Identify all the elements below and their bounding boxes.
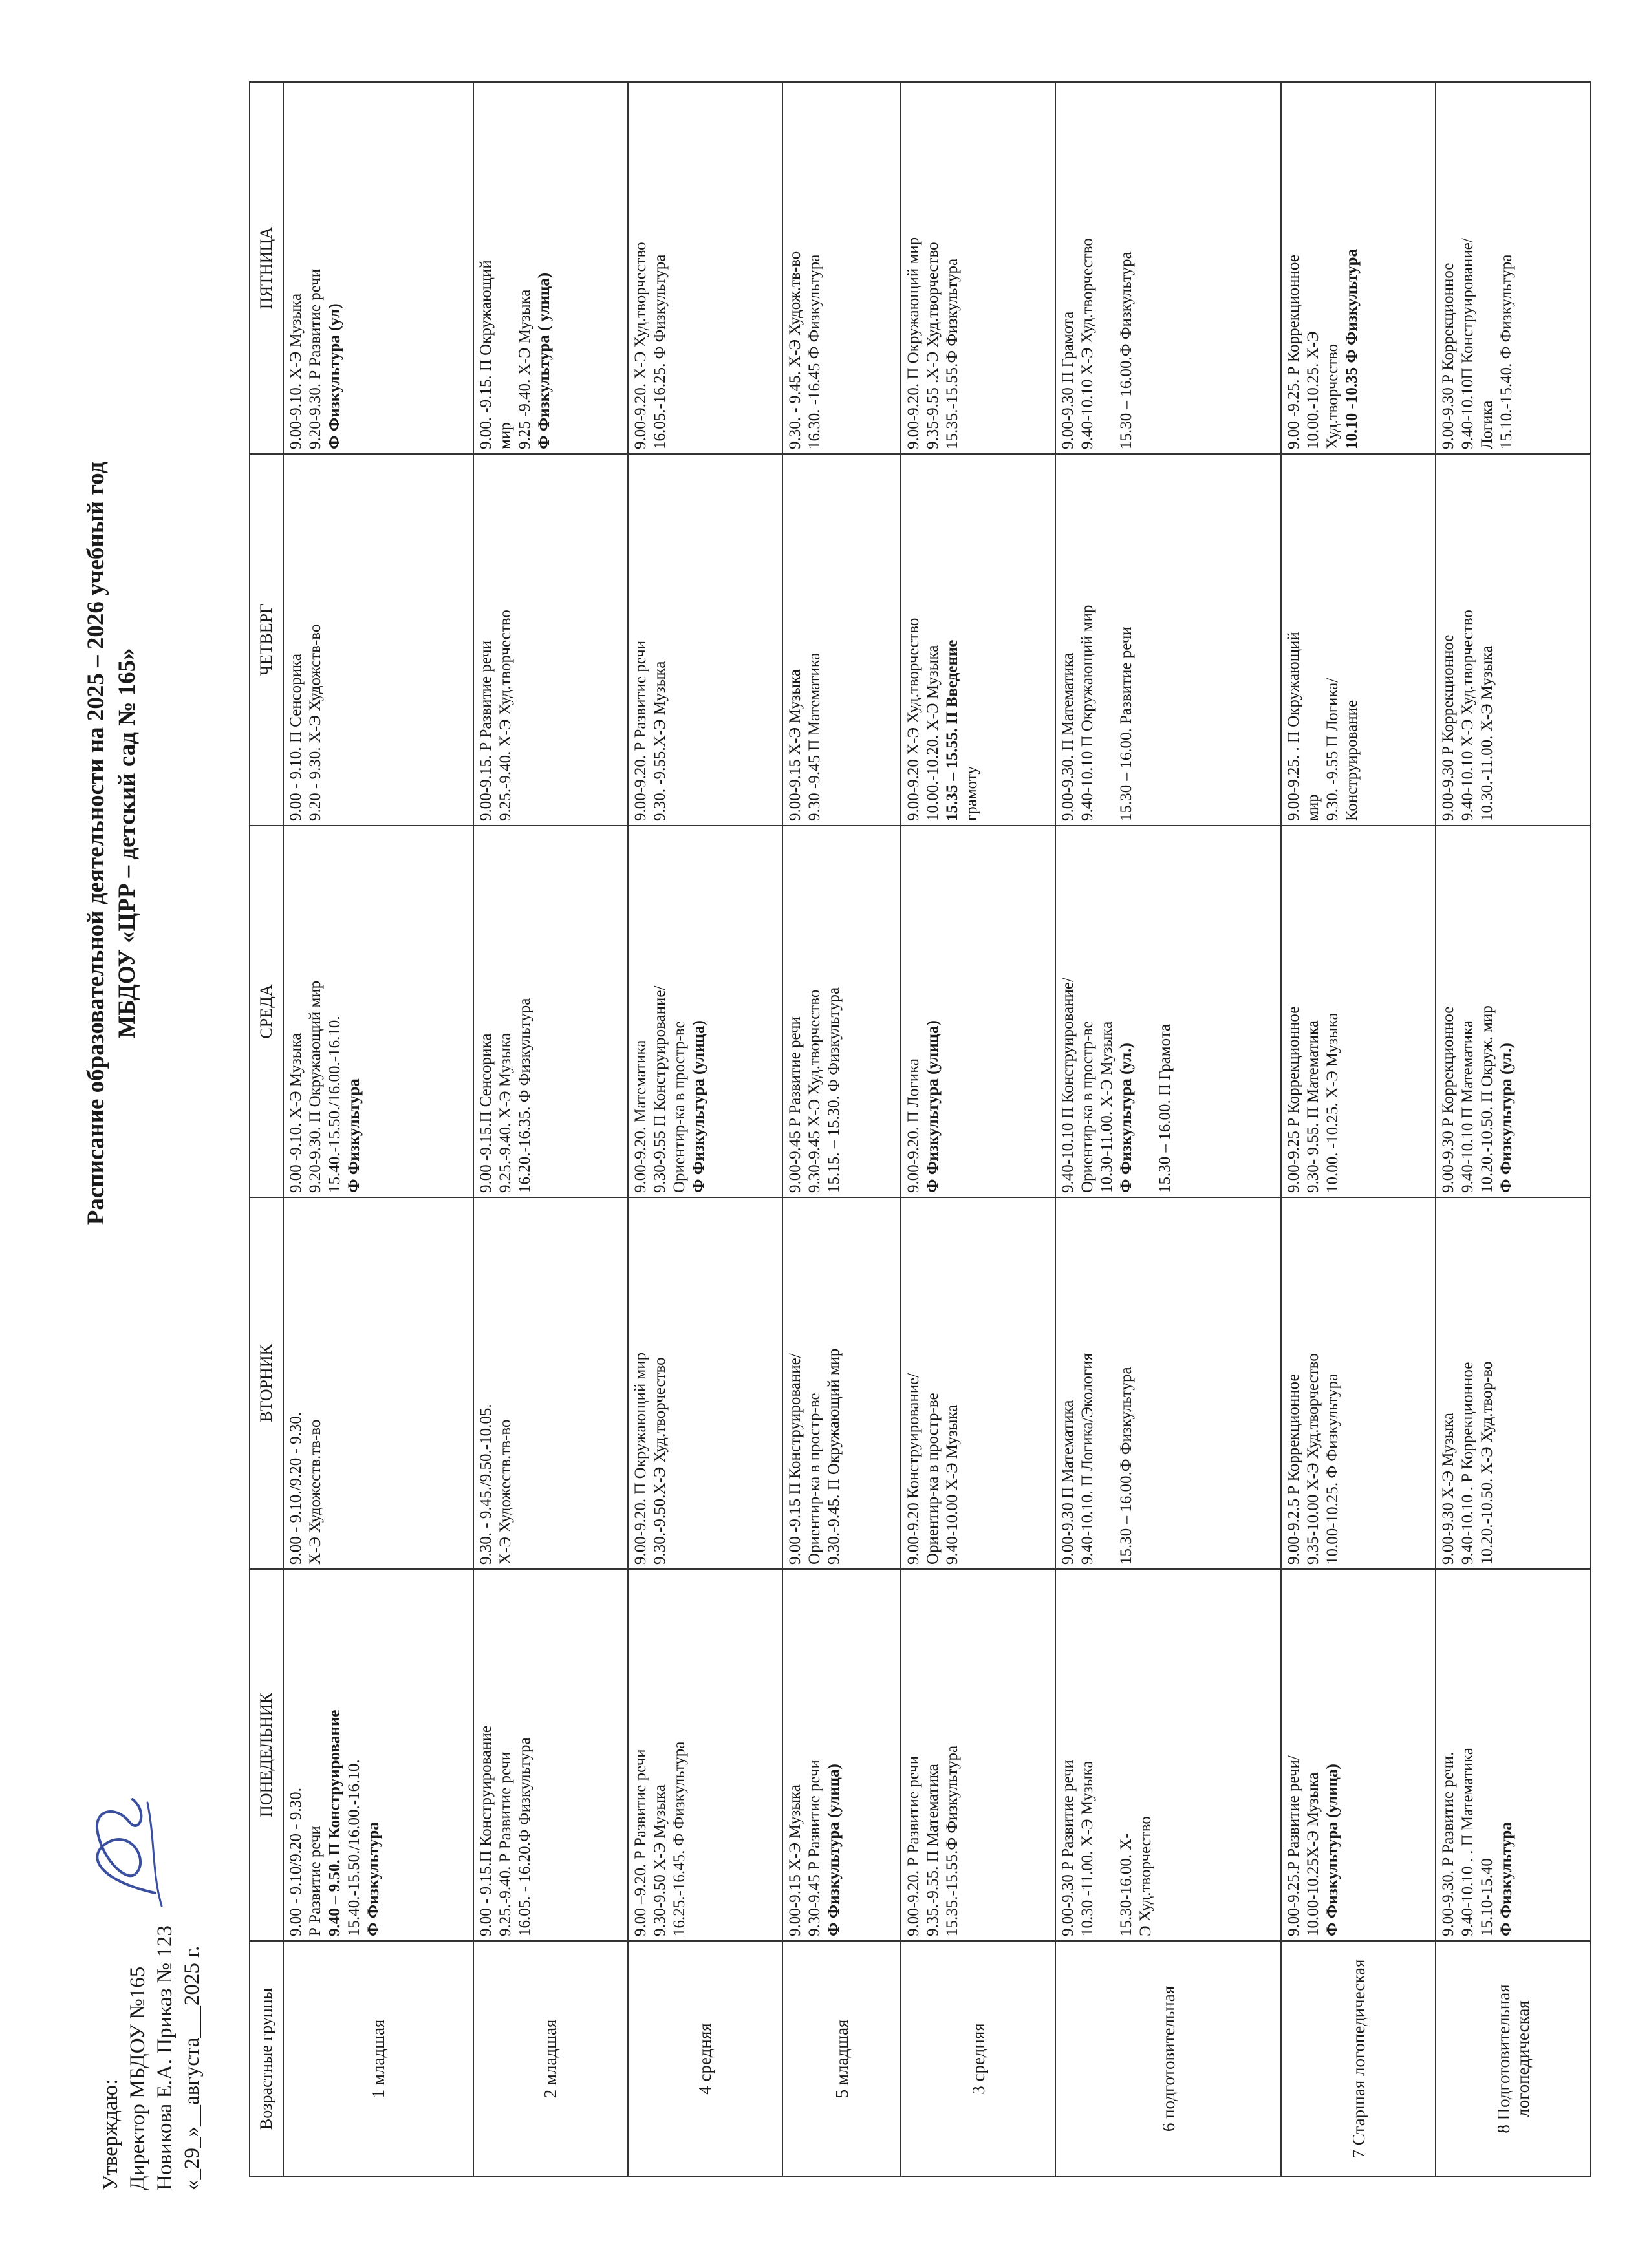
schedule-cell-tuesday (283, 1197, 473, 1569)
schedule-cell-tuesday (1055, 1197, 1281, 1569)
schedule-line: Ф Физкультура (ул.) (1498, 1043, 1516, 1193)
schedule-line: Р Развитие речи (307, 1826, 324, 1936)
schedule-line: 9.25.-9.40. Х-Э Музыка (496, 1032, 514, 1193)
approval-line-1: Утверждаю: (99, 2079, 122, 2190)
schedule-line: 9.00. -9.15. П Окружающий (477, 260, 495, 449)
schedule-line: 9.30.-9.45. П Окружающий мир (824, 1348, 843, 1565)
schedule-line: 9.00-9.30 П Математика (1059, 1400, 1077, 1565)
schedule-cell-wednesday (283, 826, 473, 1197)
schedule-line: 15.35.-15.55.Ф Физкультура (943, 1745, 962, 1936)
schedule-line: 15.30 – 16.00. Развитие речи (1117, 626, 1136, 821)
schedule-line: Ориентир-ка в простр-ве (1079, 1021, 1097, 1193)
schedule-line: 9.35-10.00 Х-Э Худ.творчество (1304, 1353, 1322, 1565)
group-name: 8 Подготовительная логопедическая (1436, 1941, 1590, 2177)
schedule-cell-friday (283, 82, 473, 454)
table-row (1281, 82, 1436, 2177)
schedule-line: 9.40-10.10П Конструирование/ (1459, 238, 1477, 449)
header-groups: Возрастные группы (250, 1941, 283, 2177)
schedule-line: 9.00 –9.20. Р Развитие речи (631, 1749, 649, 1936)
schedule-cell-wednesday (901, 826, 1055, 1197)
schedule-cell-friday (628, 82, 782, 454)
schedule-line: 9.30-9.55 П Конструирование/ (651, 985, 669, 1193)
schedule-line: 9.00-9.20 Конструирование/ (905, 1373, 923, 1565)
schedule-line: Ф Физкультура (365, 1822, 382, 1936)
schedule-line: 9.40-10.10 . Р Коррекционное (1459, 1362, 1477, 1565)
schedule-line: 9.30. - 9.45. Х-Э Худож.тв-во (786, 251, 804, 449)
schedule-line: 9.00-9.30. П Математика (1059, 652, 1077, 821)
schedule-line: 9.30-9.45 Р Развитие речи (805, 1760, 823, 1936)
schedule-line: 9.30. - 9.45./9.50.-10.05. (477, 1404, 495, 1565)
schedule-line: 9.30-9.50 Х-Э Музыка (651, 1784, 669, 1936)
schedule-cell-thursday (1055, 454, 1281, 826)
header-monday: ПОНЕДЕЛЬНИК (250, 1569, 283, 1941)
schedule-line: Х-Э Художеств.тв-во (307, 1419, 324, 1565)
schedule-cell-friday (782, 82, 901, 454)
schedule-line: Ориентир-ка в простр-ве (924, 1393, 942, 1565)
schedule-line: 9.40-10.00 Х-Э Музыка (943, 1404, 962, 1565)
table-row (283, 82, 473, 2177)
schedule-line: Ориентир-ка в простр-ве (805, 1393, 823, 1565)
table-row (473, 82, 628, 2177)
schedule-cell-monday (473, 1569, 628, 1941)
schedule-line: Ф Физкультура (345, 1078, 363, 1193)
schedule-cell-wednesday (473, 826, 628, 1197)
table-row (782, 82, 901, 2177)
schedule-line: 9.00-9.20. Х-Э Худ.творчество (631, 242, 649, 449)
schedule-cell-friday (1281, 82, 1436, 454)
schedule-line: 9.00 -9.15 П Конструирование/ (786, 1353, 804, 1565)
schedule-cell-monday (1281, 1569, 1436, 1941)
schedule-line: 9.00-9.20. Р Развитие речи (905, 1755, 923, 1936)
schedule-cell-monday (782, 1569, 901, 1941)
schedule-line (1136, 830, 1156, 1193)
schedule-line: Логика (1478, 400, 1496, 449)
schedule-line: Ф Физкультура (1498, 1822, 1516, 1936)
schedule-line: 9.40-10.10 . . П Математика (1459, 1748, 1477, 1936)
schedule-cell-friday (1436, 82, 1590, 454)
schedule-line: 10.30.-11.00. Х-Э Музыка (1478, 645, 1496, 821)
schedule-line: 9.40-10.10 Х-Э Худ.творчество (1459, 610, 1477, 821)
approval-line-2: Директор МБДОУ №165 (126, 1966, 149, 2190)
schedule-line: 15.15. – 15.30. Ф Физкультура (824, 987, 843, 1193)
schedule-line: 10.00-10.25. Ф Физкультура (1324, 1373, 1342, 1565)
schedule-line: 9.00-9.30 Р Коррекционное (1439, 262, 1458, 449)
schedule-line: 10.20.-10.50. П Окруж. мир (1478, 1005, 1496, 1193)
schedule-line: 15.10.-15.40. Ф Физкультура (1498, 254, 1516, 449)
schedule-line: 10.00.-10.20. Х-Э Музыка (924, 645, 942, 821)
schedule-line: 10.00-10.25Х-Э Музыка (1304, 1772, 1322, 1936)
schedule-line: 10.30 -11.00. Х-Э Музыка (1079, 1760, 1097, 1936)
schedule-line: 9.00-9.30 Р Коррекционное (1439, 1006, 1458, 1193)
group-name: 3 средняя (901, 1941, 1055, 2177)
schedule-line: 15.30 – 16.00. П Грамота (1156, 1023, 1174, 1193)
schedule-line: Ф Физкультура (улица) (824, 1764, 843, 1936)
schedule-table (249, 81, 1591, 2177)
schedule-cell-tuesday (1436, 1197, 1590, 1569)
schedule-cell-thursday (1436, 454, 1590, 826)
group-name: 7 Старшая логопедическая (1281, 1941, 1436, 2177)
schedule-line (1097, 1202, 1117, 1565)
schedule-line: 15.30 – 16.00.Ф Физкультура (1117, 1367, 1136, 1565)
schedule-line: Ф Физкультура (ул) (326, 303, 343, 449)
schedule-line: 9.00-9.30. Р Развитие речи. (1439, 1751, 1458, 1936)
schedule-line: 9.00-9.15 Х-Э Музыка (786, 1784, 804, 1936)
approval-line-4: «_29_»__августа___2025 г. (180, 1945, 204, 2190)
schedule-cell-thursday (782, 454, 901, 826)
schedule-line: 15.30-16.00. Х- (1117, 1833, 1136, 1936)
schedule-line: 9.00-9.25 Р Коррекционное (1285, 1006, 1303, 1193)
schedule-line: Ф Физкультура (улица) (1324, 1764, 1342, 1936)
header-row (250, 82, 283, 2177)
table-row (1055, 82, 1281, 2177)
schedule-line: 9.30- 9.55. П Математика (1304, 1020, 1322, 1193)
schedule-line: 10.10 -10.35 Ф Физкультура (1343, 248, 1361, 449)
schedule-line: 9.00-9.30 Х-Э Музыка (1439, 1413, 1458, 1565)
schedule-cell-monday (1436, 1569, 1590, 1941)
table-row (901, 82, 1055, 2177)
schedule-line: 9.40-10.10. П Логика/Экология (1079, 1353, 1097, 1565)
schedule-line: 15.35 – 15.55. П Введение (943, 639, 962, 821)
schedule-line: 10.00.-10.25. Х-Э (1304, 331, 1322, 449)
schedule-line: 9.40 – 9.50. П Конструирование (326, 1709, 343, 1936)
schedule-line: 15.40.-15.50./16.00.-16.10. (345, 1759, 363, 1936)
schedule-cell-thursday (473, 454, 628, 826)
schedule-line: 9.30-9.45 Х-Э Худ.творчество (805, 989, 823, 1193)
schedule-cell-tuesday (628, 1197, 782, 1569)
schedule-cell-wednesday (1281, 826, 1436, 1197)
schedule-cell-tuesday (901, 1197, 1055, 1569)
schedule-line: 9.30. -9.55.Х-Э Музыка (651, 661, 669, 821)
approval-line-3: Новикова Е.А. Приказ № 123 (153, 1925, 177, 2190)
schedule-line: 9.00-9.45 Р Развитие речи (786, 1016, 804, 1193)
header-wednesday: СРЕДА (250, 826, 283, 1197)
schedule-line: 9.35-9.55 .Х-Э Худ.творчество (924, 242, 942, 449)
table-row (628, 82, 782, 2177)
schedule-cell-tuesday (1281, 1197, 1436, 1569)
schedule-line: Ф Физкультура (улица) (689, 1020, 707, 1193)
header-friday: ПЯТНИЦА (250, 82, 283, 454)
group-name: 2 младшая (473, 1941, 628, 2177)
schedule-line: 9.40-10.10 Х-Э Худ.творчество (1079, 238, 1097, 449)
schedule-cell-friday (473, 82, 628, 454)
schedule-cell-thursday (1281, 454, 1436, 826)
schedule-line: 9.00-9.20. П Логика (905, 1058, 923, 1193)
schedule-line: 9.40-10.10 П Окружающий мир (1079, 604, 1097, 821)
schedule-line: 9.00-9.20. П Окружающий мир (905, 237, 923, 449)
schedule-line: 9.00-9.20 Х-Э Худ.творчество (905, 617, 923, 821)
schedule-line: 9.40-10.10 П Математика (1459, 1020, 1477, 1193)
schedule-cell-wednesday (1436, 826, 1590, 1197)
schedule-line: 9.20-9.30. Р Развитие речи (307, 268, 324, 449)
schedule-line: Ф Физкультура ( улица) (535, 272, 553, 449)
schedule-line: 9.00-9.30 Р Коррекционное (1439, 634, 1458, 821)
schedule-cell-wednesday (628, 826, 782, 1197)
schedule-line: 16.20.-16.35. Ф Физкультура (515, 998, 534, 1193)
title-line-1: Расписание образовательной деятельности на 2025 – 2026 учебный год (83, 461, 109, 1225)
schedule-line: 15.35.-15.55.Ф Физкультура (943, 258, 962, 449)
schedule-line: 9.00 -9.25. Р Коррекционное (1285, 255, 1303, 449)
schedule-line: 16.05. - 16.20.Ф Физкультура (515, 1737, 534, 1936)
schedule-line: 9.30.-9.50.Х-Э Худ.творчество (651, 1357, 669, 1565)
schedule-line: 9.40-10.10 П Конструирование/ (1059, 978, 1077, 1193)
schedule-line: 9.00-9.20. П Окружающий мир (631, 1352, 649, 1565)
schedule-line: 10.30-11.00. Х-Э Музыка (1098, 1021, 1116, 1193)
schedule-line: мир (496, 422, 514, 449)
schedule-line: 15.40.-15.50./16.00.-16.10. (326, 1016, 343, 1193)
schedule-line: 9.00 -9.15.П Сенсорика (477, 1033, 495, 1193)
group-name: 1 младшая (283, 1941, 473, 2177)
schedule-line: 9.00-9.15. Р Развитие речи (477, 640, 495, 821)
schedule-cell-monday (1055, 1569, 1281, 1941)
header-tuesday: ВТОРНИК (250, 1197, 283, 1569)
schedule-line: Конструирование (1343, 700, 1361, 821)
schedule-cell-thursday (283, 454, 473, 826)
schedule-line: 9.00 - 9.15.П Конструирование (477, 1726, 495, 1936)
schedule-line: 16.30. -16.45 Ф Физкультура (805, 254, 823, 449)
schedule-line: 9.00-9.30 П Грамота (1059, 311, 1077, 449)
schedule-line (1097, 458, 1117, 821)
schedule-line: 9.25.-9.40. Х-Э Худ.творчество (496, 610, 514, 821)
schedule-line (1097, 87, 1117, 449)
schedule-line: 9.20-9.30. П Окружающий мир (307, 980, 324, 1193)
title-line-2: МБДОУ «ЦРР – детский сад № 165» (114, 648, 140, 1038)
schedule-line: 9.00 - 9.10./9.20 - 9.30. (287, 1411, 305, 1565)
schedule-line: Ф Физкультура (ул.) (1117, 1043, 1136, 1193)
schedule-line: 10.00. -10.25. Х-Э Музыка (1324, 1012, 1342, 1193)
group-name: 6 подготовительная (1055, 1941, 1281, 2177)
schedule-line: грамоту (963, 766, 981, 821)
schedule-line: 16.25.-16.45. Ф Физкультура (670, 1741, 688, 1936)
schedule-cell-monday (283, 1569, 473, 1941)
schedule-line: 10.20.-10.50. Х-Э Худ.твор-во (1478, 1361, 1496, 1565)
document-title (81, 0, 143, 2268)
schedule-cell-wednesday (782, 826, 901, 1197)
schedule-cell-friday (901, 82, 1055, 454)
schedule-cell-monday (901, 1569, 1055, 1941)
schedule-line: 9.00-9.25.Р Развитие речи/ (1285, 1755, 1303, 1936)
schedule-line: 9.00-9.30 Р Развитие речи (1059, 1760, 1077, 1936)
schedule-line: 16.05.-16.25. Ф Физкультура (651, 254, 669, 449)
schedule-line: 9.00-9.2.5 Р Коррекционное (1285, 1374, 1303, 1565)
schedule-line: Ф Физкультура (улица) (924, 1020, 942, 1193)
schedule-cell-thursday (628, 454, 782, 826)
schedule-line: 9.00-9.20. Математика (631, 1040, 649, 1193)
schedule-line: Ориентир-ка в простр-ве (670, 1021, 688, 1193)
schedule-line: 9.00-9.20. Р Развитие речи (631, 640, 649, 821)
schedule-line: 15.30 – 16.00.Ф Физкультура (1117, 251, 1136, 449)
header-thursday: ЧЕТВЕРГ (250, 454, 283, 826)
schedule-cell-tuesday (782, 1197, 901, 1569)
table-row (1436, 82, 1590, 2177)
schedule-line: 9.30. -9.55 П Логика/ (1324, 678, 1342, 821)
schedule-line: 9.00 -9.10. Х-Э Музыка (287, 1032, 305, 1193)
group-name: 5 младшая (782, 1941, 901, 2177)
schedule-line: 9.00-9.25. . П Окружающий (1285, 632, 1303, 821)
schedule-line (1097, 1574, 1117, 1936)
schedule-line: 9.25 -9.40. Х-Э Музыка (515, 289, 534, 449)
schedule-cell-monday (628, 1569, 782, 1941)
schedule-line: 15.10-15.40 (1478, 1858, 1496, 1936)
schedule-line: 9.25.-9.40. Р Развитие речи (496, 1751, 514, 1936)
schedule-cell-wednesday (1055, 826, 1281, 1197)
schedule-line: 9.00-9.10. Х-Э Музыка (287, 293, 305, 449)
schedule-line: Э Худ.творчество (1137, 1816, 1155, 1936)
schedule-line: 9.00 - 9.10. П Сенсорика (287, 654, 305, 821)
schedule-line: 9.30 -9.45 П Математика (805, 652, 823, 821)
schedule-line: Худ.творчество (1324, 343, 1342, 449)
schedule-line: 9.00 - 9.10/9.20 - 9.30. (287, 1788, 305, 1936)
schedule-cell-friday (1055, 82, 1281, 454)
schedule-cell-thursday (901, 454, 1055, 826)
schedule-line: 9.00-9.15 Х-Э Музыка (786, 669, 804, 821)
group-name: 4 средняя (628, 1941, 782, 2177)
schedule-line: 9.35.-9.55. П Математика (924, 1764, 942, 1936)
schedule-cell-tuesday (473, 1197, 628, 1569)
schedule-line: 9.20 - 9.30. Х-Э Художств-во (307, 624, 324, 821)
schedule-line: мир (1304, 794, 1322, 821)
schedule-line: Х-Э Художеств.тв-во (496, 1419, 514, 1565)
